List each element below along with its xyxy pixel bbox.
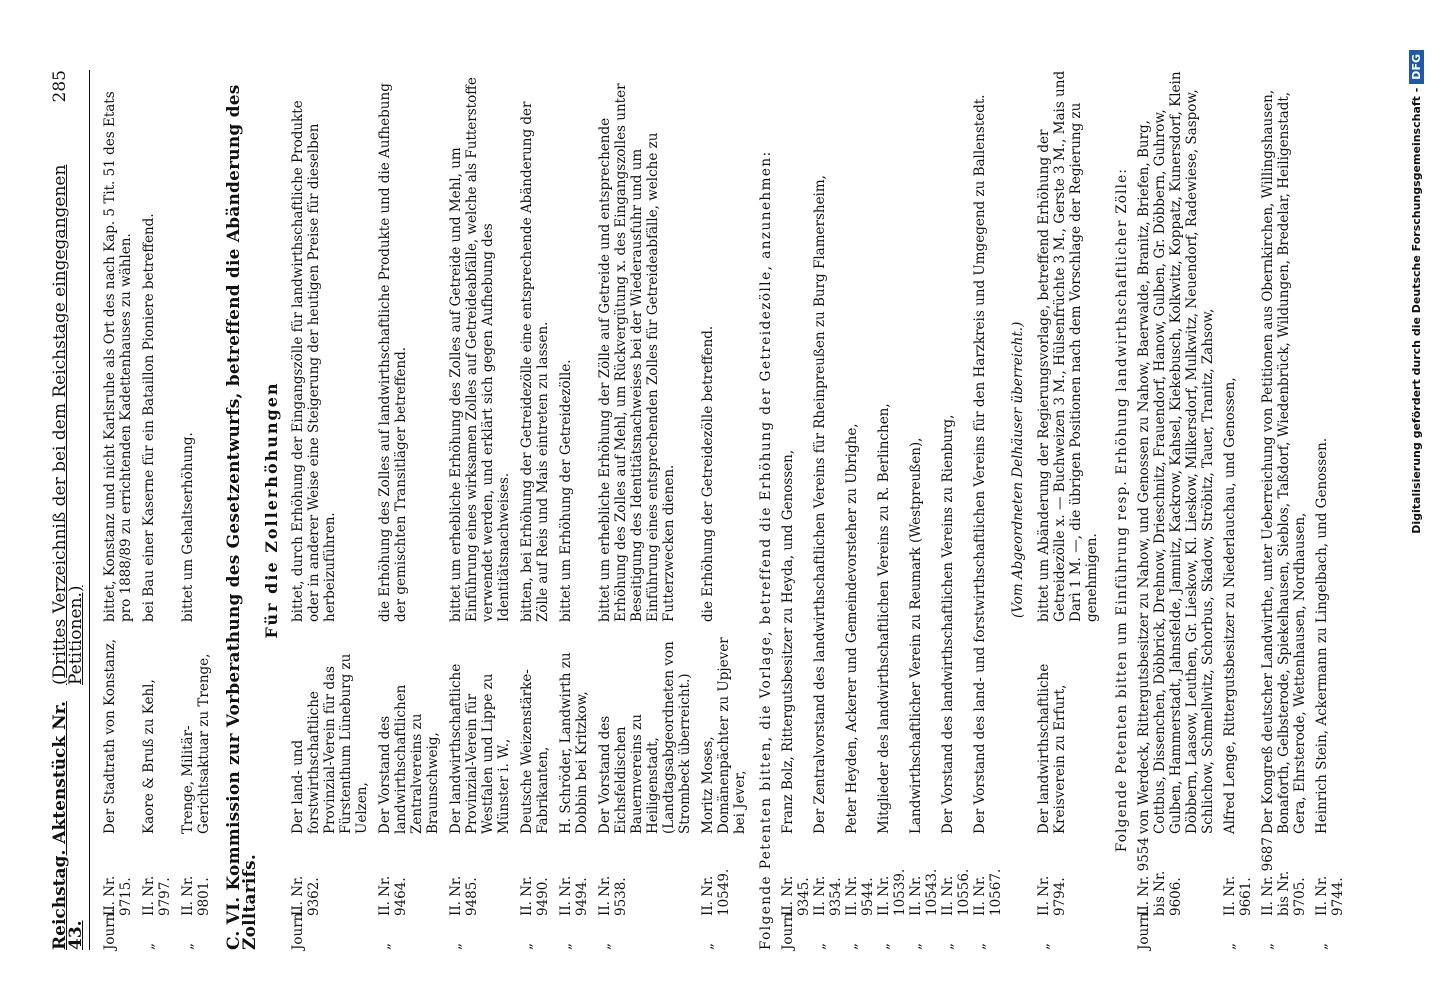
journal-label: „ — [141, 943, 157, 950]
petition-number: II. Nr. 9687 bis Nr. 9705. — [1260, 837, 1308, 916]
petition-subject: bittet um erhebliche Erhöhung der Zölle auf Getreide und entsprechende Erhöhung des Zolles auf Mehl, um Rückvergütung x. des Eingangszolles unter Beseitigung des Identitätsnachweises bei der Wiederausfuhr und um Einführung eines entsprechenden Zolles für Getreideabfälle, welche zu Futterzwecken dienen. — [597, 83, 677, 622]
subsection-heading: Für die Zollerhöhungen — [262, 381, 281, 639]
petitioner: Mitglieder des landwirthschaftlichen Vereins zu R. Berlinchen, — [876, 403, 892, 834]
list-item — [972, 70, 1004, 950]
page-header — [52, 70, 90, 950]
list-item — [940, 70, 972, 950]
petitioner: Moritz Moses, Domänenpächter zu Upjever bei Jever, — [700, 637, 748, 834]
intro-paragraph: Folgende Petenten bitten, die Vorlage, betreffend die Erhöhung der Getreidezölle, anzunehmen: — [758, 150, 774, 950]
journal-label: Journ. — [290, 908, 306, 950]
journal-label: „ — [180, 943, 196, 950]
journal-label: „ — [876, 943, 892, 950]
petition-number: II. Nr. 9661. — [1222, 875, 1254, 916]
list-item — [908, 70, 940, 950]
petition-subject: bitten, bei Erhöhung der Getreidezölle eine entsprechende Abänderung der Zölle auf Reis und Mais eintreten zu lassen. — [519, 101, 551, 622]
petitioner: Deutsche Weizenstärke-Fabrikanten, — [519, 669, 551, 834]
petition-subject: bittet um Erhöhung der Getreidezölle. — [558, 359, 574, 622]
journal-label: „ — [940, 943, 956, 950]
petition-subject: bei Bau einer Kaserne für ein Bataillon Pioniere betreffend. — [141, 213, 157, 622]
petition-subject: bittet um Gehaltserhöhung. — [180, 432, 196, 622]
petitioner: Der Vorstand des landwirthschaftlichen Zentralvereins zu Braunschweig, — [377, 684, 441, 834]
list-item — [1260, 70, 1308, 950]
list-item — [780, 70, 812, 950]
petitioner: Kaore & Bruß zu Kehl, — [141, 679, 157, 834]
petition-number: II. Nr. 10556. — [940, 868, 972, 916]
petition-subject: bittet um Abänderung der Regierungsvorlage, betreffend Erhöhung der Getreidezölle x. — Buchweizen 3 M., Hülsenfrüchte 3 M., Gerste 3 M., Mais und Darì 1 M. —, die übrigen Positionen nach dem Vorschlage der Regierung zu genehmigen. — [1036, 70, 1100, 622]
petition-number: II. Nr. 9354. — [812, 875, 844, 916]
petitioner: Der land- und forstwirthschaftliche Provinzial-Verein für das Fürstenthum Lüneburg zu Uelzen, — [290, 653, 370, 834]
petition-number: II. Nr. 9485. — [448, 875, 480, 916]
petition-number: II. Nr. 10543. — [908, 868, 940, 916]
petitioner: Der landwirthschaftliche Provinzial-Verein für Westfalen und Lippe zu Münster i. W., — [448, 663, 512, 834]
journal-label: „ — [972, 943, 988, 950]
petition-row — [700, 70, 748, 950]
credit-text: Digitalisierung gefördert durch die Deutsche Forschungsgemeinschaft - — [1410, 87, 1423, 534]
journal-label: Journ. — [102, 908, 118, 950]
petitioner: Der Vorstand des land- und forstwirthschaftlichen Vereins für den Harzkreis und Umgegend zu Ballenstedt. — [972, 94, 988, 834]
petitioner: Heinrich Stein, Ackermann zu Lingelbach, und Genossen. — [1314, 437, 1330, 834]
petition-row — [1036, 70, 1100, 950]
list-item — [1222, 70, 1254, 950]
petitioner: Trenge, Militär-Gerichtsaktuar zu Trenge, — [180, 653, 212, 834]
journal-label: „ — [1260, 943, 1276, 950]
petition-number: II. Nr. 9362. — [290, 875, 322, 916]
petitioner: Der Vorstand des landwirthschaftlichen Vereins zu Rienburg, — [940, 414, 956, 834]
petitioner: Der Vorstand des Eichsfeldischen Bauernvereins zu Heiligenstadt, (Landtagsabgeordneten von Strombeck überreicht.) — [597, 641, 693, 834]
petition-row — [102, 70, 134, 950]
submission-note: (Vom Abgeordneten Delhäuser überreicht.) — [1010, 321, 1026, 618]
top-entries — [102, 70, 212, 950]
petitioner: Der landwirthschaftliche Kreisverein zu Erfurt, — [1036, 663, 1068, 834]
petition-number: II. Nr. 10549. — [700, 868, 732, 916]
petition-row — [141, 70, 173, 950]
petition-row — [448, 70, 512, 950]
digitization-credit — [1410, 50, 1423, 930]
petition-number: II. Nr. 9538. — [597, 875, 629, 916]
journal-label: „ — [597, 943, 613, 950]
petitioner-list — [1136, 70, 1346, 950]
intro-paragraph: Folgende Petenten bitten um Einführung resp. Erhöhung landwirthschaftlicher Zölle: — [1114, 167, 1130, 853]
document-page — [52, 70, 1352, 950]
journal-label: „ — [812, 943, 828, 950]
petition-number: II. Nr. 9490. — [519, 875, 551, 916]
petition-number: II. Nr. 9715. — [102, 875, 134, 916]
journal-label: „ — [700, 943, 716, 950]
petitioner: Der Stadtrath von Konstanz, — [102, 638, 118, 834]
petition-row — [519, 70, 551, 950]
section-heading: C. VI. Kommission zur Vorberathung des Gesetzentwurfs, betreffend die Abänderung des Zolltarifs. — [224, 84, 260, 950]
petitioner: H. Schröder, Landwirth zu Dobbin bei Kritzkow, — [558, 652, 590, 834]
petition-number: II. Nr. 9345. — [780, 875, 812, 916]
petition-subject: bittet, Konstanz und nicht Karlsruhe als Ort des nach Kap. 5 Tit. 51 des Etats pro 1888/89 zu errichtenden Kadettenhauses zu wählen. — [102, 91, 134, 622]
petitioner: Der Kongreß deutscher Landwirthe, unter Ueberreichung von Petitionen aus Obernkirchen, Willingshausen, Bonaforth, Gelbsterode, Spiekelhausen, Sieblos, Taßdorf, Wiedenbrück, Wildungen, Bredelar, Heiligenstadt, Gera, Ehrsterode, Wettenhausen, Nordhausen, — [1260, 89, 1308, 834]
petitioner-list — [780, 70, 1004, 950]
petition-subject: die Erhöhung des Zolles auf landwirthschaftliche Produkte und die Aufhebung der gemischten Transitläger betreffend. — [377, 83, 409, 622]
list-item — [876, 70, 908, 950]
petition-subject: bittet, durch Erhöhung der Eingangszölle für landwirthschaftliche Produkte oder in anderer Weise eine Steigerung der heutigen Preise für dieselben herbeizuführen. — [290, 100, 338, 622]
journal-label: „ — [558, 943, 574, 950]
petition-subject: die Erhöhung der Getreidezölle betreffend. — [700, 325, 716, 622]
petitioner: Der Zentralvorstand des landwirthschaftlichen Vereins für Rheinpreußen zu Burg Flamersheim, — [812, 175, 828, 834]
journal-label: „ — [1036, 943, 1052, 950]
list-item — [1136, 70, 1216, 950]
petition-number: II. Nr. 9544. — [844, 875, 876, 916]
petition-row — [180, 70, 212, 950]
petition-number: II. Nr. 9494. — [558, 875, 590, 916]
petition-subject: bittet um erhebliche Erhöhung des Zolles auf Getreide und Mehl, um Einführung eines wirksamen Zolles auf Getreideabfälle, welche als Futterstoffe verwendet werden, und erklärt sich gegen Aufhebung des Identitätsnachweises. — [448, 77, 512, 622]
journal-label: „ — [1314, 943, 1330, 950]
journal-label: Journ. — [780, 908, 796, 950]
petition-number: II. Nr. 9554 bis Nr. 9606. — [1136, 837, 1184, 916]
list-item — [844, 70, 876, 950]
petition-number: II. Nr. 9464. — [377, 875, 409, 916]
petitioner: Alfred Lenge, Rittergutsbesitzer zu Niederlauchau, und Genossen, — [1222, 377, 1238, 834]
petition-row — [290, 70, 370, 950]
journal-label: „ — [844, 943, 860, 950]
petition-row — [597, 70, 693, 950]
petition-number: II. Nr. 9801. — [180, 875, 212, 916]
journal-label: „ — [377, 943, 393, 950]
petition-number: II. Nr. 9744. — [1314, 875, 1346, 916]
journal-label: „ — [908, 943, 924, 950]
petitioner: von Werdeck, Rittergutsbesitzer zu Nahow, und Genossen zu Nahow, Baerwalde, Branitz, Briefen, Burg, Cottbus, Dissenchen, Döbbrick, Drehnow, Drieschnitz, Frauendorf, Hanow, Gulben, Gr. Döbbern, Guhrow, Gulben, Hammerstadt, Jahnsfelde, Jamnitz, Kackrow, Kahsel, Kiekebusch, Kolkwitz, Koppatz, Kunersdorf, Klein Döbbern, Laasow, Leuthen, Gr. Lieskow, Kl. Lieskow, Milkersdorf, Mulkwitz, Neuendorf, Radewiese, Saspow, Schlichow, Schmellwitz, Schorbus, Skadow, Ströbitz, Tauer, Tranitz, Zahsow, — [1136, 71, 1216, 834]
list-item — [1314, 70, 1346, 950]
header-left: Reichstag. Aktenstück Nr. 43. — [50, 701, 86, 950]
petition-number: II. Nr. 10567. — [972, 868, 1004, 916]
journal-label: „ — [519, 943, 535, 950]
header-center: (Drittes Verzeichniß der bei dem Reichstage eingegangenen Petitionen.) — [50, 164, 86, 686]
page-number: 285 — [50, 70, 70, 103]
petitioner: Landwirthschaftlicher Verein zu Reumark (Westpreußen), — [908, 437, 924, 834]
petition-row — [377, 70, 441, 950]
list-item — [812, 70, 844, 950]
journal-label: Journ. — [1136, 908, 1152, 950]
petition-number: II. Nr. 9797. — [141, 875, 173, 916]
petitioner: Franz Bolz, Rittergutsbesitzer zu Heyda, und Genossen, — [780, 449, 796, 834]
section-c-entries — [290, 70, 748, 950]
petition-number: II. Nr. 9794. — [1036, 875, 1068, 916]
petitioner: Peter Heyden, Ackerer und Gemeindevorsteher zu Ubrighe, — [844, 423, 860, 834]
dfg-logo: DFG — [1409, 50, 1424, 84]
petition-number: II. Nr. 10539. — [876, 868, 908, 916]
journal-label: „ — [1222, 943, 1238, 950]
petition-row — [558, 70, 590, 950]
journal-label: „ — [448, 943, 464, 950]
